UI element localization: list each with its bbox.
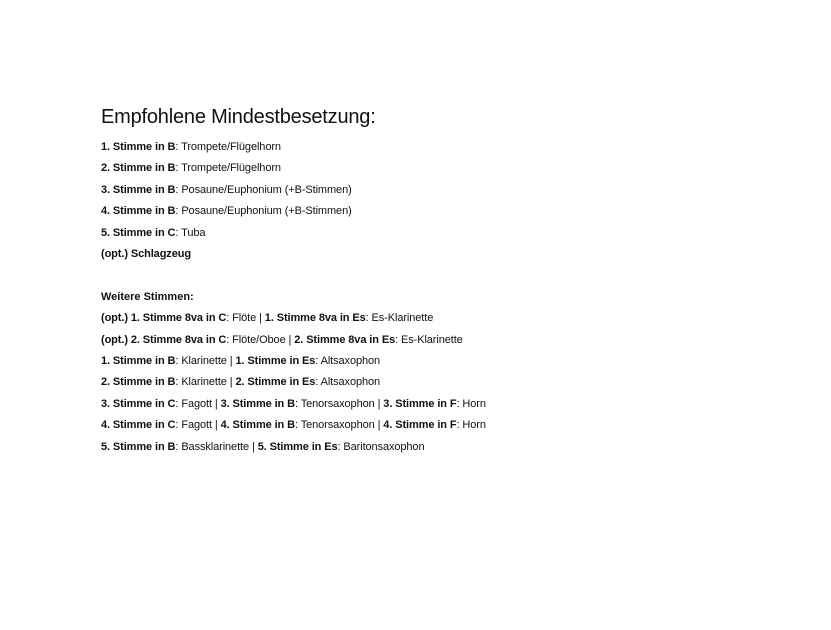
list-item <box>101 437 801 458</box>
voice-label: (opt.) Schlagzeug <box>101 248 191 261</box>
voice-label: 3. Stimme in F <box>383 397 457 410</box>
voice-label: (opt.) 2. Stimme 8va in C <box>101 333 227 346</box>
section-heading: Empfohlene Mindestbesetzung: <box>101 106 376 128</box>
list-item <box>101 308 801 329</box>
voice-label: 1. Stimme in Es <box>235 355 316 368</box>
minimum-instrumentation-list <box>101 137 801 265</box>
instrument-label: : Horn <box>456 397 486 410</box>
instrument-label: : Trompete/Flügelhorn <box>175 162 281 175</box>
instrument-label: : Baritonsaxophon <box>337 440 425 453</box>
list-item <box>101 330 801 351</box>
voice-label: 5. Stimme in B <box>101 440 176 453</box>
instrument-label: : Klarinette | <box>175 376 236 389</box>
instrument-label: : Posaune/Euphonium (+B-Stimmen) <box>175 183 352 196</box>
voice-label: 3. Stimme in C <box>101 397 176 410</box>
further-voices-list <box>101 308 801 458</box>
voice-label: 2. Stimme in B <box>101 376 176 389</box>
list-item <box>101 415 801 436</box>
instrument-label: : Bassklarinette | <box>175 440 258 453</box>
instrument-label: : Tuba <box>175 226 206 239</box>
instrument-label: : Altsaxophon <box>315 355 381 368</box>
voice-label: 1. Stimme 8va in Es <box>264 312 366 325</box>
voice-label: 3. Stimme in B <box>101 183 176 196</box>
instrument-label: : Horn <box>456 419 486 432</box>
instrument-label: : Fagott | <box>175 419 221 432</box>
voice-label: 5. Stimme in C <box>101 226 176 239</box>
list-item <box>101 180 801 201</box>
instrument-label: : Posaune/Euphonium (+B-Stimmen) <box>175 205 352 218</box>
list-item <box>101 201 801 222</box>
voice-label: 2. Stimme in Es <box>235 376 316 389</box>
instrument-label: : Fagott | <box>175 397 221 410</box>
list-item <box>101 351 801 372</box>
voice-label: (opt.) 1. Stimme 8va in C <box>101 312 227 325</box>
instrument-label: : Flöte | <box>226 312 265 325</box>
voice-label: 1. Stimme in B <box>101 141 176 153</box>
voice-label: 3. Stimme in B <box>220 397 295 410</box>
instrument-label: : Es-Klarinette <box>365 312 434 325</box>
list-item <box>101 372 801 393</box>
voice-label: 4. Stimme in F <box>383 419 457 432</box>
further-voices-heading: Weitere Stimmen: <box>101 290 194 303</box>
voice-label: 5. Stimme in Es <box>257 440 338 453</box>
list-item <box>101 158 801 179</box>
list-item <box>101 223 801 244</box>
instrument-label: : Tenorsaxophon | <box>294 397 384 410</box>
instrument-label: : Flöte/Oboe | <box>226 333 295 346</box>
instrument-label: : Es-Klarinette <box>395 333 463 346</box>
list-item <box>101 244 801 265</box>
blank-line <box>101 265 801 286</box>
instrument-label: : Trompete/Flügelhorn <box>175 141 281 153</box>
instrument-label: : Tenorsaxophon | <box>294 419 384 432</box>
voice-label: 2. Stimme in B <box>101 162 176 175</box>
voice-label: 1. Stimme in B <box>101 355 176 368</box>
list-item <box>101 137 801 158</box>
voice-label: 4. Stimme in B <box>220 419 295 432</box>
instrument-label: : Klarinette | <box>175 355 236 368</box>
voice-label: 4. Stimme in B <box>101 205 176 218</box>
list-item <box>101 394 801 415</box>
instrumentation-section <box>101 103 801 458</box>
voice-label: 2. Stimme 8va in Es <box>294 333 396 346</box>
instrument-label: : Altsaxophon <box>315 376 381 389</box>
voice-label: 4. Stimme in C <box>101 419 176 432</box>
